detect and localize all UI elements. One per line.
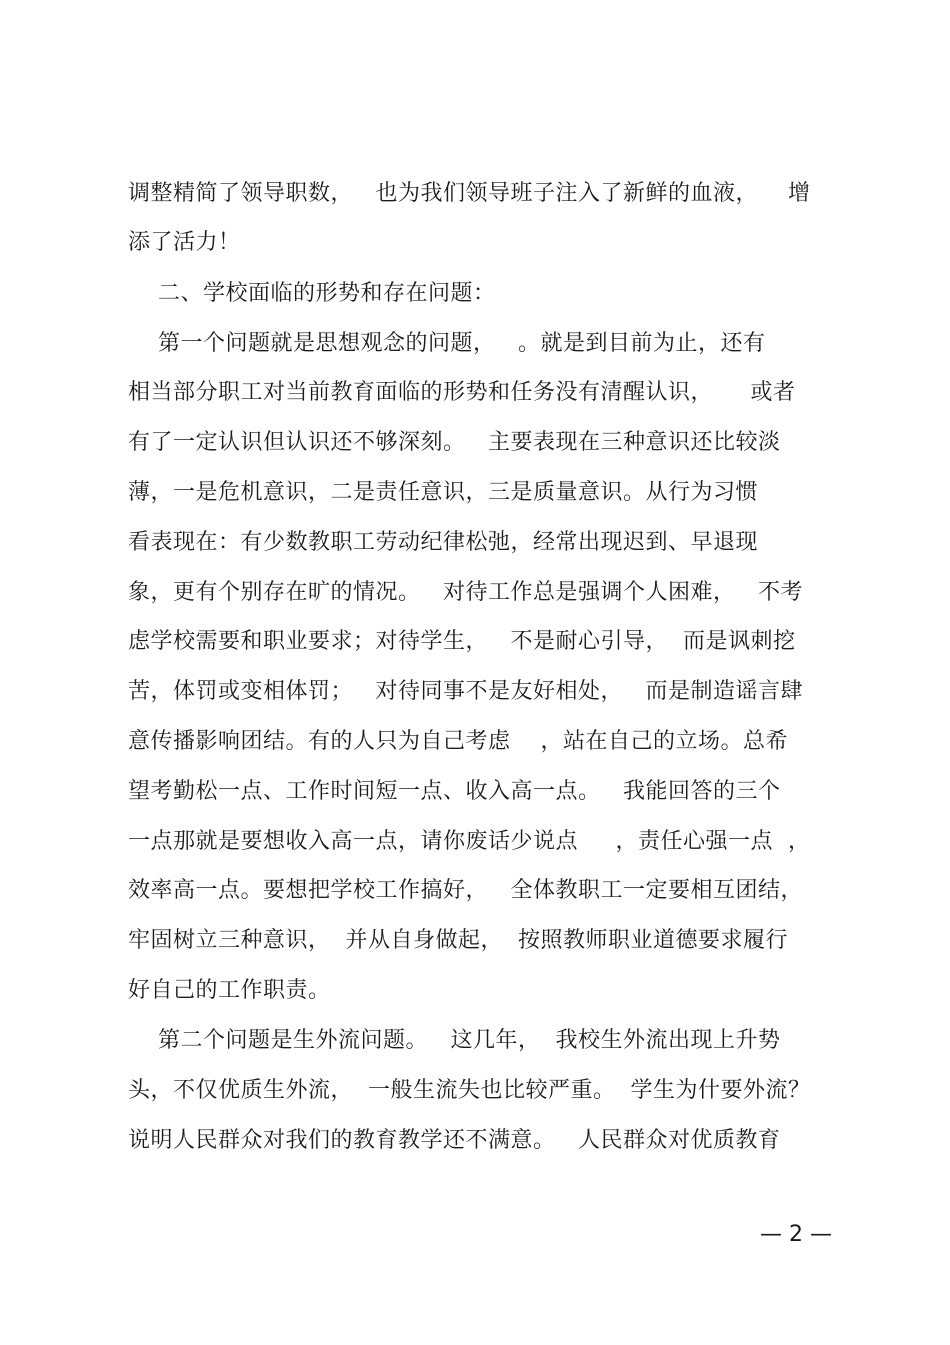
text-line: 意传播影响团结。有的人只为自己考虑 ，站在自己的立场。总希 bbox=[128, 729, 788, 754]
section-heading: 二、学校面临的形势和存在问题： bbox=[128, 281, 496, 306]
text-line: 添了活力！ bbox=[128, 230, 241, 255]
text-line: 效率高一点。要想把学校工作搞好， 全体教职工一定要相互团结， bbox=[128, 878, 803, 903]
text-line: 望考勤松一点、工作时间短一点、收入高一点。 我能回答的三个 bbox=[128, 779, 781, 804]
text-line: 苦，体罚或变相体罚； 对待同事不是友好相处， 而是制造谣言肆 bbox=[128, 679, 803, 704]
text-line: 象，更有个别存在旷的情况。 对待工作总是强调个人困难， 不考 bbox=[128, 580, 803, 605]
text-line: 好自己的工作职责。 bbox=[128, 978, 331, 1003]
text-line: 薄，一是危机意识，二是责任意识，三是质量意识。从行为习惯 bbox=[128, 480, 759, 505]
text-line: 虑学校需要和职业要求；对待学生， 不是耐心引导， 而是讽刺挖 bbox=[128, 629, 796, 654]
text-line: 头，不仅优质生外流， 一般生流失也比较严重。 学生为什要外流？ bbox=[128, 1078, 811, 1103]
text-line: 第二个问题是生外流问题。 这几年， 我校生外流出现上升势 bbox=[128, 1028, 781, 1053]
text-line: 有了一定认识但认识还不够深刻。 主要表现在三种意识还比较淡 bbox=[128, 430, 781, 455]
text-line: 相当部分职工对当前教育面临的形势和任务没有清醒认识， 或者 bbox=[128, 380, 796, 405]
text-line: 说明人民群众对我们的教育教学还不满意。 人民群众对优质教育 bbox=[128, 1128, 781, 1153]
page-number: — 2 — bbox=[760, 1222, 832, 1247]
text-line: 看表现在：有少数教职工劳动纪律松弛，经常出现迟到、早退现 bbox=[128, 530, 759, 555]
text-line: 调整精简了领导职数， 也为我们领导班子注入了新鲜的血液， 增 bbox=[128, 181, 811, 206]
text-line: 第一个问题就是思想观念的问题， 。就是到目前为止，还有 bbox=[128, 331, 766, 356]
text-line: 一点那就是要想收入高一点，请你废话少说点 ，责任心强一点 ， bbox=[128, 829, 811, 854]
text-line: 牢固树立三种意识， 并从自身做起， 按照教师职业道德要求履行 bbox=[128, 928, 788, 953]
